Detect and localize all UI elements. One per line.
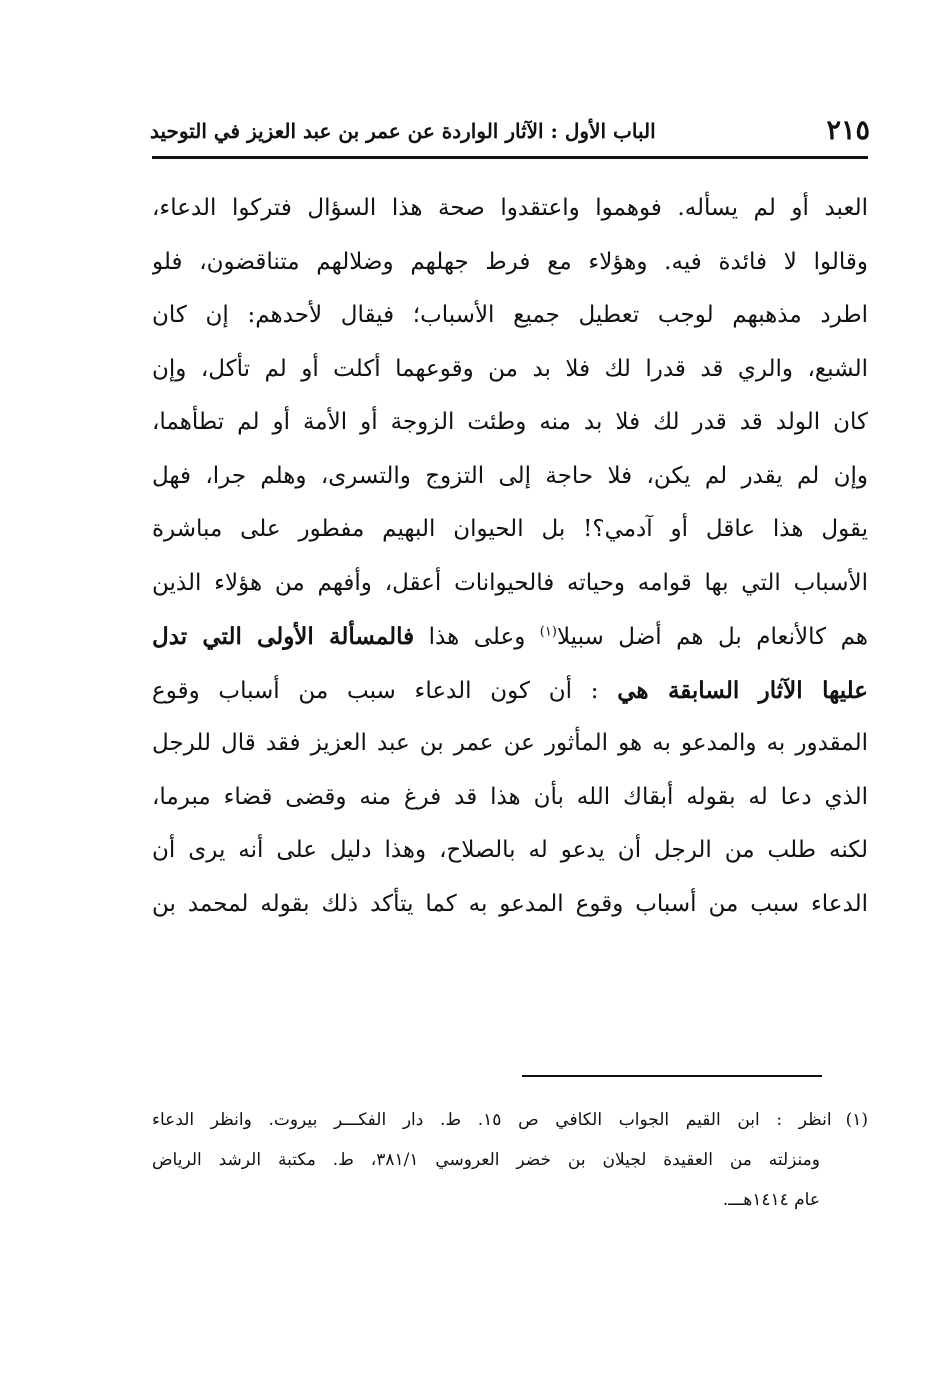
text-line: العبد أو لم يسأله. فوهموا واعتقدوا صحة هذا السؤال فتركوا الدعاء، bbox=[152, 195, 868, 221]
text-line bbox=[152, 610, 868, 664]
footnote-line: عام ١٤١٤هـــ. bbox=[722, 1190, 820, 1210]
text-line: الدعاء سبب من أسباب وقوع المدعو به كما يتأكد ذلك بقوله لمحمد بن bbox=[152, 890, 868, 917]
text-line: كان الولد قد قدر لك فلا بد منه وطئت الزوجة أو الأمة أو لم تطأهما، bbox=[152, 409, 868, 435]
footnote-divider bbox=[522, 1075, 822, 1077]
text-line: يقول هذا عاقل أو آدمي؟! بل الحيوان البهيم مفطور على مباشرة bbox=[152, 516, 868, 542]
footnote-marker: (١) bbox=[845, 1110, 868, 1130]
header-divider bbox=[152, 156, 868, 159]
text-line: الذي دعا له بقوله أبقاك الله بأن هذا قد فرغ منه وقضى قضاء مبرما، bbox=[152, 783, 868, 810]
main-text bbox=[152, 182, 868, 931]
text-segment: : أن كون الدعاء سبب من أسباب وقوع bbox=[152, 677, 618, 704]
text-segment: وعلى هذا bbox=[414, 624, 540, 650]
footnote-line bbox=[152, 1100, 868, 1140]
text-line: وإن لم يقدر لم يكن، فلا حاجة إلى التزوج والتسرى، وهلم جرا، فهل bbox=[152, 462, 868, 489]
text-line: الأسباب التي بها قوامه وحياته فالحيوانات أعقل، وأفهم من هؤلاء الذين bbox=[152, 569, 868, 596]
running-head bbox=[150, 116, 870, 146]
text-line bbox=[152, 664, 868, 718]
emphasized-text: فالمسألة الأولى التي تدل bbox=[152, 623, 415, 650]
chapter-title: الباب الأول : الآثار الواردة عن عمر بن عبد العزيز في التوحيد bbox=[150, 119, 656, 143]
footnote-text: انظر : ابن القيم الجواب الكافي ص ١٥. ط. دار الفكـــر بيروت. وانظر الدعاء bbox=[152, 1110, 832, 1130]
emphasized-text: عليها الآثار السابقة هي bbox=[617, 676, 868, 704]
footnote-line: ومنزلته من العقيدة لجيلان بن خضر العروسي ٣٨١/١، ط. مكتبة الرشد الرياض bbox=[152, 1150, 820, 1170]
text-line: المقدور به والمدعو به هو المأثور عن عمر بن عبد العزيز فقد قال للرجل bbox=[152, 730, 868, 756]
text-line: وقالوا لا فائدة فيه. وهؤلاء مع فرط جهلهم وضلالهم متناقضون، فلو bbox=[152, 248, 868, 275]
text-segment: هم كالأنعام بل هم أضل سبيلا bbox=[556, 624, 868, 650]
footnotes bbox=[152, 1100, 868, 1220]
footnote-reference[interactable]: (١) bbox=[539, 624, 557, 640]
text-line: لكنه طلب من الرجل أن يدعو له بالصلاح، وهذا دليل على أنه يرى أن bbox=[152, 837, 868, 863]
text-line: الشبع، والري قد قدرا لك فلا بد من وقوعهما أكلت أو لم تأكل، وإن bbox=[152, 355, 868, 382]
page-number: ٢١٥ bbox=[826, 115, 870, 146]
text-line: اطرد مذهبهم لوجب تعطيل جميع الأسباب؛ فيقال لأحدهم: إن كان bbox=[152, 302, 868, 328]
